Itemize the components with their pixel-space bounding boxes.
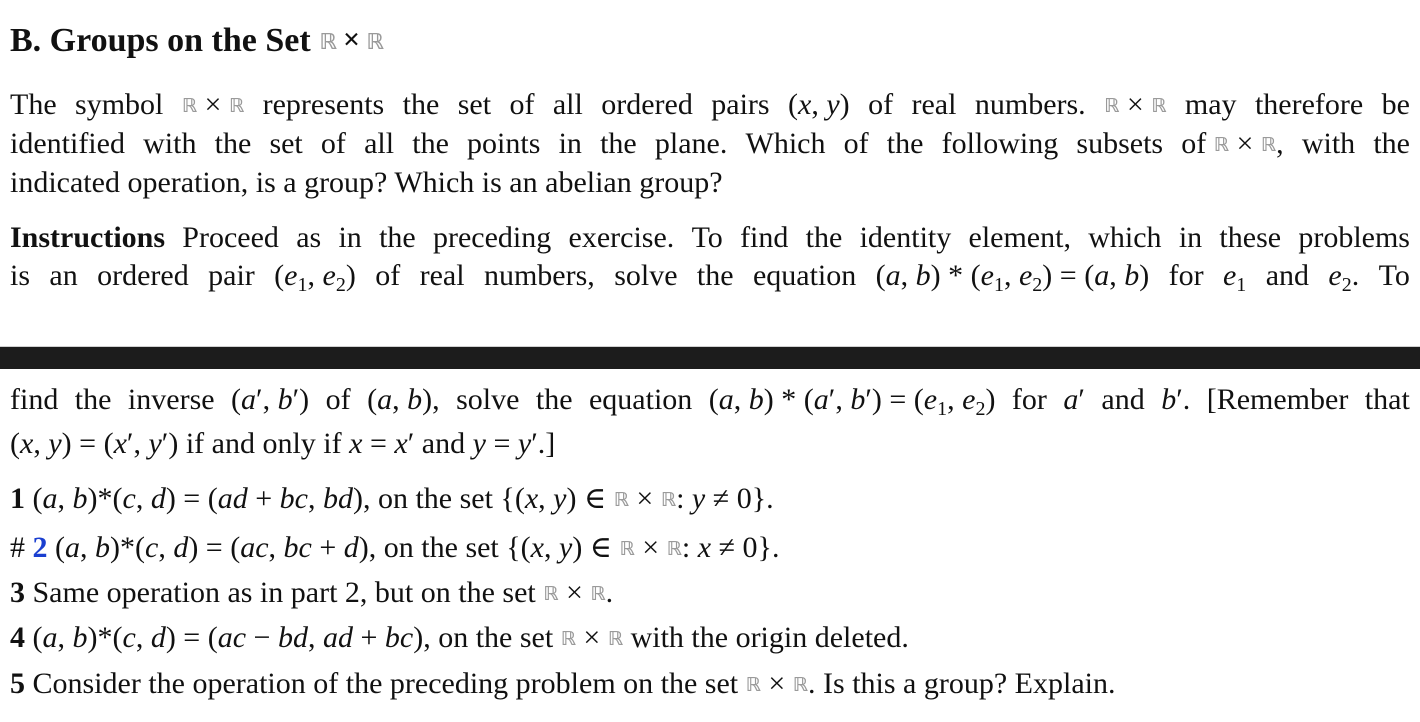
instructions-line-4: (x, y) = (x′, y′) if and only if x = x′ and y = y′.] (10, 427, 556, 460)
instructions-line-2: is an ordered pair ($e_1$, $e_2$) of real numbers, solve the equation (a, $b) * (e_1$, $e_2) = (a$, b) for $e_1$ and $e_2$. To (10, 259, 1410, 296)
problem-2-link[interactable]: 2 (32, 531, 48, 564)
instructions-line-3: find the inverse (a′, b′) of (a, b), solve the equation (a, b) * (a′, $b') = (e_1$, $e_2$) for a′ and b′. [Remember that (10, 383, 1410, 420)
problem-1: 1 (a, b)*(c, d) = (ad + bc, bd), on the set {(x, y) ∈ ℝ × ℝ: y ≠ 0}. (10, 482, 774, 515)
instructions-line-1: Instructions Proceed as in the preceding exercise. To find the identity element, which in these problems (10, 221, 1410, 254)
problem-4: 4 (a, b)*(c, d) = (ac − bd, ad + bc), on the set ℝ × ℝ with the origin deleted. (10, 621, 909, 654)
problem-5: 5 Consider the operation of the preceding problem on the set ℝ × ℝ. Is this a group? Explain. (10, 667, 1116, 700)
bottom-page-panel (0, 369, 1420, 722)
problem-3: 3 Same operation as in part 2, but on the set ℝ × ℝ. (10, 576, 614, 609)
heading-text: B. Groups on the Set (10, 22, 311, 59)
heading-set-symbol: ℝ × ℝ (319, 23, 384, 56)
paragraph-line-1: The symbol ℝ × ℝ represents the set of all ordered pairs (x, y) of real numbers. ℝ × ℝ may therefore be (10, 88, 1410, 121)
page-divider-bar (0, 347, 1420, 369)
top-page-panel (0, 0, 1420, 347)
problem-2: # 2 (a, b)*(c, d) = (ac, bc + d), on the set {(x, y) ∈ ℝ × ℝ: x ≠ 0}. (10, 531, 780, 564)
section-heading (10, 22, 384, 60)
paragraph-line-2: identified with the set of all the points in the plane. Which of the following subsets of ℝ × ℝ, with the (10, 127, 1410, 160)
paragraph-line-3: indicated operation, is a group? Which is an abelian group? (10, 166, 723, 199)
